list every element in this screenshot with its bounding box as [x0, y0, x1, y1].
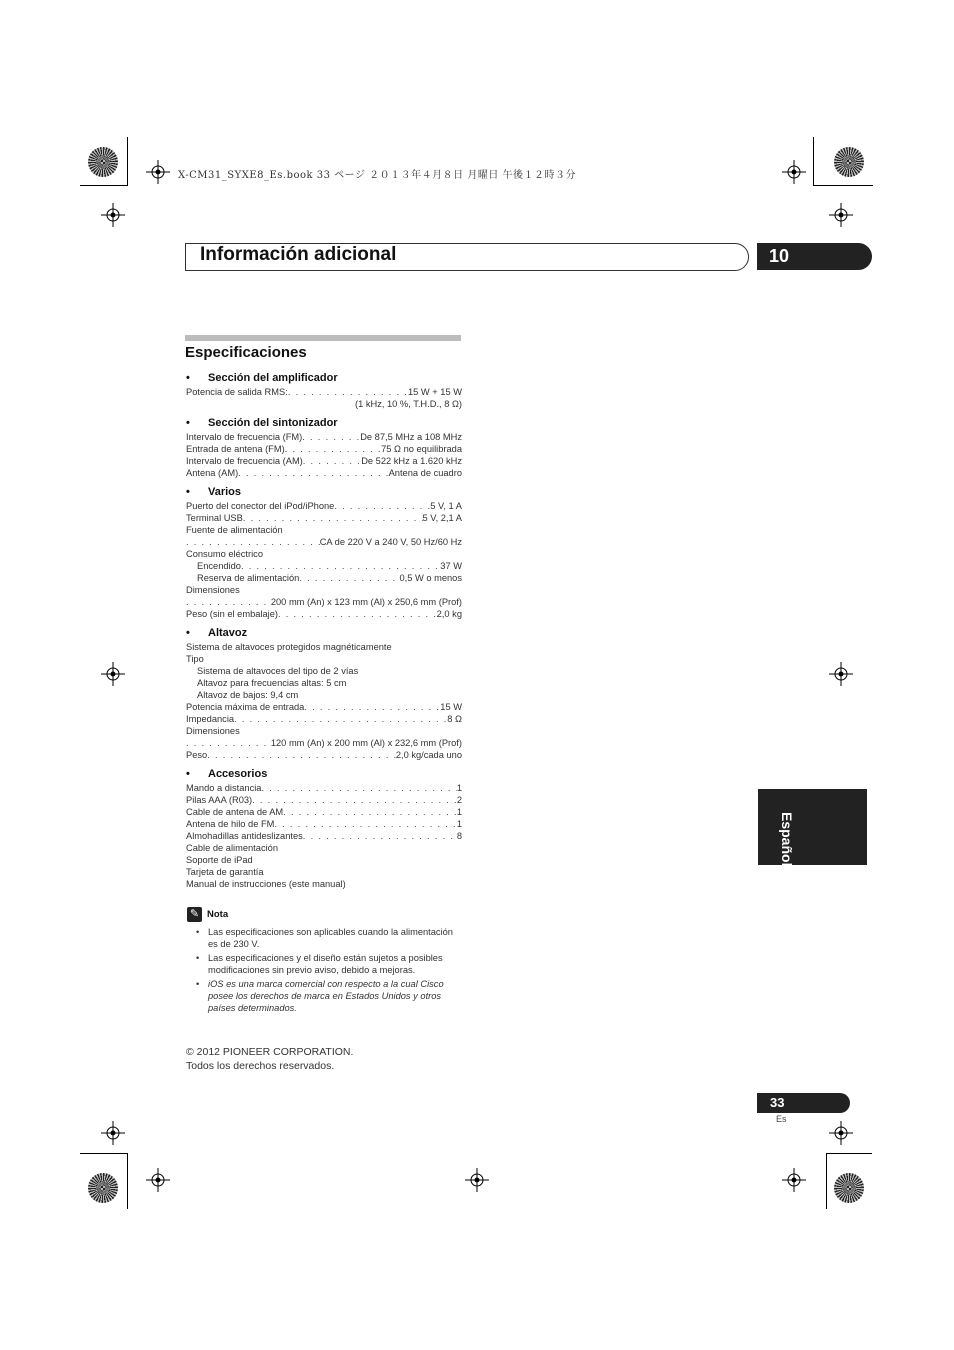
spec-label: Reserva de alimentación [197, 573, 300, 583]
dot-leader [288, 386, 408, 398]
spec-row: Fuente de alimentación [186, 525, 283, 535]
spec-row [186, 596, 462, 608]
spec-row: Altavoz para frecuencias altas: 5 cm [197, 678, 347, 688]
dot-leader [303, 830, 457, 842]
spec-label: Potencia de salida RMS: [186, 387, 288, 397]
spec-row [186, 830, 462, 842]
spec-row: Consumo eléctrico [186, 549, 263, 559]
spec-row [186, 818, 462, 830]
dot-leader [234, 713, 447, 725]
crop-line [127, 1153, 128, 1209]
dot-leader [302, 431, 360, 443]
spec-label: Almohadillas antideslizantes [186, 831, 303, 841]
spec-row [186, 782, 462, 794]
spec-label: Peso [186, 750, 208, 760]
spec-row [186, 512, 462, 524]
chapter-title: Información adicional [200, 244, 397, 265]
spec-value: 5 V, 2,1 A [422, 513, 462, 523]
crosshair-icon [101, 203, 125, 227]
dot-leader [186, 536, 320, 548]
spec-value: 2,0 kg/cada uno [395, 750, 462, 760]
spec-group-label: Sección del sintonizador [208, 417, 338, 429]
spec-row [186, 386, 462, 398]
spec-group-label: Sección del amplificador [208, 372, 338, 384]
crosshair-icon [465, 1168, 489, 1192]
spec-row [186, 701, 462, 713]
page-number: 33 [757, 1093, 850, 1113]
bullet-icon: • [186, 627, 190, 639]
spec-value: 0,5 W o menos [399, 573, 462, 583]
note-item [196, 926, 462, 950]
spec-row [186, 806, 462, 818]
crop-line [80, 185, 128, 186]
spec-value: 200 mm (An) x 123 mm (Al) x 250,6 mm (Prof) [270, 597, 462, 607]
spec-value: 5 V, 1 A [430, 501, 462, 511]
note-text: Las especificaciones y el diseño están sujetos a posibles modificaciones sin previo aviso, debido a mejoras. [208, 953, 443, 975]
note-item [196, 952, 462, 976]
spec-value: 8 Ω [447, 714, 462, 724]
spec-label: Encendido [197, 561, 241, 571]
spec-group-title [186, 627, 462, 639]
dot-leader [283, 806, 457, 818]
dot-leader [299, 572, 399, 584]
spec-row: Cable de alimentación [186, 843, 278, 853]
spec-group-label: Varios [208, 486, 242, 498]
spec-value: 1 [456, 807, 462, 817]
spec-row [186, 536, 462, 548]
spec-row [186, 749, 462, 761]
dot-leader [207, 749, 396, 761]
spec-value: De 522 kHz a 1.620 kHz [361, 456, 462, 466]
registration-rosette-top-right [834, 147, 864, 177]
spec-row [186, 608, 462, 620]
spec-label: Puerto del conector del iPod/iPhone [186, 501, 335, 511]
spec-group-title [186, 417, 462, 429]
dot-leader [261, 782, 456, 794]
spec-label: Antena de hilo de FM [186, 819, 275, 829]
spec-row: Dimensiones [186, 726, 240, 736]
spec-value: 2 [456, 795, 462, 805]
bullet-icon: • [186, 417, 190, 429]
dot-leader [304, 701, 440, 713]
spec-row [186, 794, 462, 806]
note-text: Las especificaciones son aplicables cuando la alimentación es de 230 V. [208, 927, 453, 949]
crop-line [813, 185, 873, 186]
copyright [186, 1045, 353, 1073]
spec-label: Antena (AM) [186, 468, 239, 478]
spec-label: Entrada de antena (FM) [186, 444, 285, 454]
spec-label: Intervalo de frecuencia (FM) [186, 432, 303, 442]
spec-row [186, 713, 462, 725]
crop-line [826, 1153, 872, 1154]
spec-row [186, 443, 462, 455]
spec-group-label: Altavoz [208, 627, 248, 639]
spec-value: 75 Ω no equilibrada [381, 444, 462, 454]
spec-label: Cable de antena de AM [186, 807, 284, 817]
spec-value: 15 W [440, 702, 462, 712]
crosshair-icon [782, 1168, 806, 1192]
dot-leader [241, 560, 440, 572]
spec-value: 8 [456, 831, 462, 841]
registration-rosette-top-left [88, 147, 118, 177]
spec-group-title [186, 486, 462, 498]
language-tab-label: Español [779, 812, 795, 867]
spec-row: Sistema de altavoces protegidos magnéticamente [186, 642, 392, 652]
spec-label: Impedancia [186, 714, 235, 724]
bullet-icon: • [186, 768, 190, 780]
pencil-note-icon: ✎ [187, 907, 202, 922]
note-header [187, 907, 228, 922]
dot-leader [274, 818, 456, 830]
crosshair-icon [829, 662, 853, 686]
dot-leader [243, 512, 423, 524]
crop-line [813, 137, 814, 185]
dot-leader [278, 608, 437, 620]
spec-row: Dimensiones [186, 585, 240, 595]
spec-row [186, 431, 462, 443]
crosshair-icon [146, 160, 170, 184]
crosshair-icon [101, 662, 125, 686]
spec-label: Potencia máxima de entrada [186, 702, 305, 712]
bullet-icon: • [186, 372, 190, 384]
note-text: iOS es una marca comercial con respecto a la cual Cisco posee los derechos de marca en Estados Unidos y otros países determinados. [208, 979, 444, 1013]
crosshair-icon [782, 160, 806, 184]
chapter-number: 10 [757, 243, 872, 270]
bullet-icon: • [196, 979, 200, 989]
spec-group-label: Accesorios [208, 768, 268, 780]
spec-value: 37 W [440, 561, 462, 571]
spec-value: 15 W + 15 W [408, 387, 462, 397]
bullet-icon: • [186, 486, 190, 498]
spec-label: Mando a distancia [186, 783, 262, 793]
spec-value: De 87,5 MHz a 108 MHz [360, 432, 462, 442]
crosshair-icon [829, 203, 853, 227]
spec-value: 1 [456, 819, 462, 829]
spec-label: Pilas AAA (R03) [186, 795, 253, 805]
spec-row [186, 560, 462, 572]
crop-line [80, 1153, 128, 1154]
spec-group-title [186, 372, 462, 384]
spec-group-title [186, 768, 462, 780]
dot-leader [186, 737, 271, 749]
spec-row [186, 455, 462, 467]
dot-leader [303, 455, 361, 467]
spec-row: Manual de instrucciones (este manual) [186, 879, 346, 889]
spec-value: CA de 220 V a 240 V, 50 Hz/60 Hz [319, 537, 462, 547]
copyright-line: © 2012 PIONEER CORPORATION. [186, 1046, 354, 1058]
note-list [196, 926, 462, 1016]
page-language: Es [776, 1114, 787, 1124]
spec-row [186, 572, 462, 584]
spec-label: Terminal USB [186, 513, 243, 523]
spec-row: Sistema de altavoces del tipo de 2 vías [197, 666, 359, 676]
dot-leader [334, 500, 430, 512]
crop-line [826, 1153, 827, 1209]
spec-value: 2,0 kg [436, 609, 462, 619]
spec-row: Tarjeta de garantía [186, 867, 264, 877]
book-file-header: X-CM31_SYXE8_Es.book 33 ページ ２０１３年４月８日 月曜日 午後１２時３分 [178, 170, 577, 181]
spec-row [186, 500, 462, 512]
registration-rosette-bottom-right [834, 1173, 864, 1203]
spec-value: 120 mm (An) x 200 mm (Al) x 232,6 mm (Prof) [270, 738, 462, 748]
spec-row [186, 467, 462, 479]
dot-leader [285, 443, 381, 455]
spec-row: Tipo [186, 654, 204, 664]
spec-row: Altavoz de bajos: 9,4 cm [197, 690, 299, 700]
specifications-list [186, 370, 462, 890]
section-rule [185, 335, 461, 341]
dot-leader [186, 596, 271, 608]
crosshair-icon [146, 1168, 170, 1192]
bullet-icon: • [196, 953, 200, 963]
dot-leader [238, 467, 388, 479]
dot-leader [252, 794, 457, 806]
spec-value: Antena de cuadro [388, 468, 462, 478]
crop-line [127, 137, 128, 185]
registration-rosette-bottom-left [88, 1173, 118, 1203]
spec-row: (1 kHz, 10 %, T.H.D., 8 Ω) [354, 399, 462, 409]
spec-label: Intervalo de frecuencia (AM) [186, 456, 303, 466]
section-title: Especificaciones [185, 344, 307, 361]
crosshair-icon [829, 1121, 853, 1145]
note-label: Nota [207, 909, 229, 920]
bullet-icon: • [196, 927, 200, 937]
spec-value: 1 [456, 783, 462, 793]
crosshair-icon [101, 1121, 125, 1145]
spec-label: Peso (sin el embalaje) [186, 609, 278, 619]
rights-line: Todos los derechos reservados. [186, 1060, 335, 1072]
note-item [196, 978, 462, 1014]
spec-row: Soporte de iPad [186, 855, 253, 865]
spec-row [186, 737, 462, 749]
